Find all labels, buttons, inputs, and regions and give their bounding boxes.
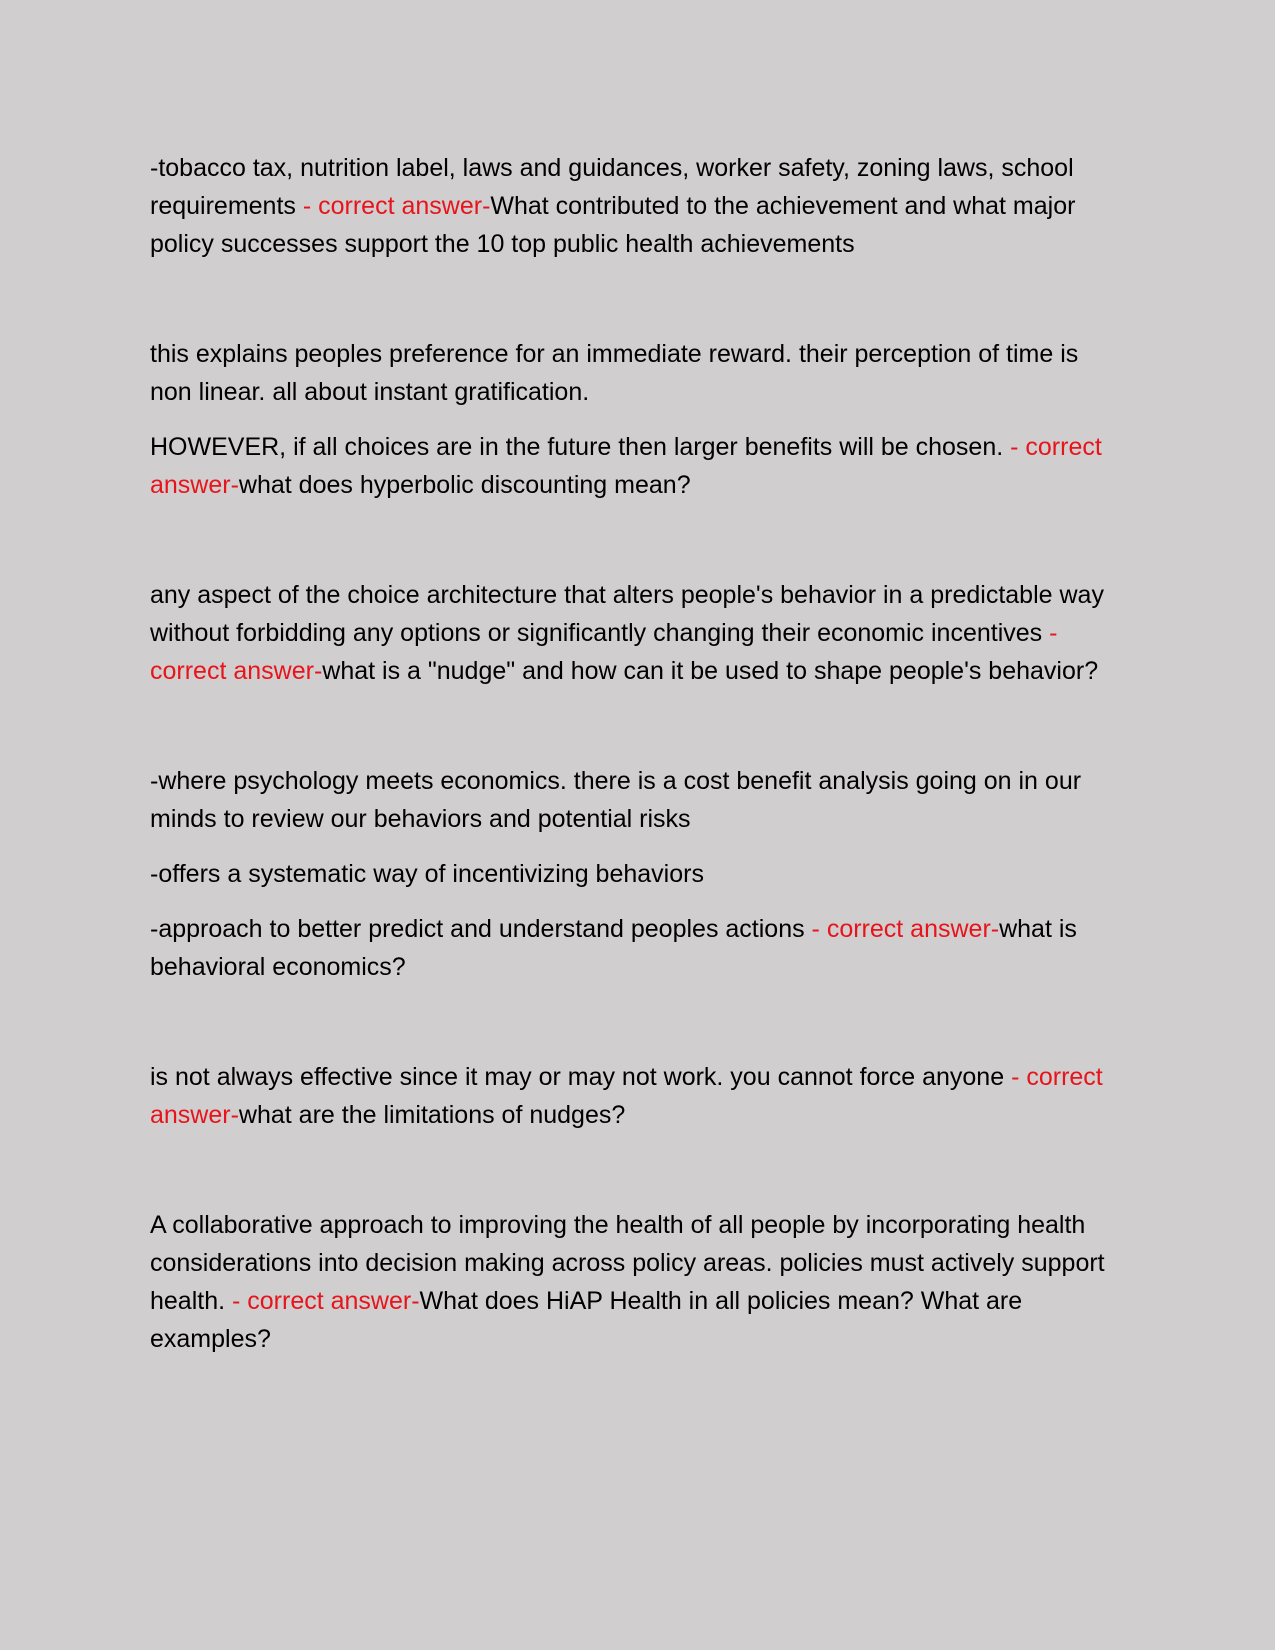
qa-entry xyxy=(150,335,1125,504)
answer-text: is not always effective since it may or may not work. you cannot force anyone xyxy=(150,1063,1005,1091)
answer-paragraph xyxy=(150,855,1125,893)
answer-paragraph xyxy=(150,335,1125,411)
answer-text: -tobacco tax, nutrition label, laws and guidances, worker safety, zoning laws, school requirements xyxy=(150,154,1074,220)
correct-answer-marker: - correct answer- xyxy=(295,192,491,220)
question-text: what is a "nudge" and how can it be used to shape people's behavior? xyxy=(322,657,1099,685)
answer-text: any aspect of the choice architecture that alters people's behavior in a predictable way without forbidding any options or significantly changing their economic incentives xyxy=(150,581,1104,647)
answer-text: -offers a systematic way of incentivizing behaviors xyxy=(150,860,704,888)
correct-answer-marker: - correct answer- xyxy=(150,1063,1103,1129)
correct-answer-marker: - correct answer- xyxy=(225,1287,420,1315)
answer-text: HOWEVER, if all choices are in the future then larger benefits will be chosen. xyxy=(150,433,1004,461)
question-text: what are the limitations of nudges? xyxy=(238,1101,626,1129)
answer-paragraph xyxy=(150,762,1125,838)
answer-text: -where psychology meets economics. there is a cost benefit analysis going on in our minds to review our behaviors and potential risks xyxy=(150,767,1082,833)
correct-answer-marker: - correct answer- xyxy=(150,619,1058,685)
qa-entry xyxy=(150,576,1125,690)
answer-paragraph xyxy=(150,1206,1125,1358)
answer-paragraph xyxy=(150,576,1125,690)
answer-paragraph xyxy=(150,149,1125,263)
answer-paragraph xyxy=(150,1058,1125,1134)
answer-text: -approach to better predict and understand peoples actions xyxy=(150,915,805,943)
qa-entry xyxy=(150,1058,1125,1134)
question-text: what does hyperbolic discounting mean? xyxy=(238,471,691,499)
answer-paragraph xyxy=(150,428,1125,504)
qa-entry xyxy=(150,149,1125,263)
answer-paragraph xyxy=(150,910,1125,986)
question-text: what is behavioral economics? xyxy=(150,915,1077,981)
qa-entry xyxy=(150,762,1125,986)
correct-answer-marker: - correct answer- xyxy=(804,915,1000,943)
question-text: What contributed to the achievement and what major policy successes support the 10 top public health achievements xyxy=(150,192,1076,258)
question-text: What does HiAP Health in all policies mean? What are examples? xyxy=(150,1287,1023,1353)
answer-text: A collaborative approach to improving the health of all people by incorporating health considerations into decision making across policy areas. policies must actively support health. xyxy=(150,1211,1105,1315)
qa-entry xyxy=(150,1206,1125,1358)
correct-answer-marker: - correct answer- xyxy=(150,433,1102,499)
answer-text: this explains peoples preference for an immediate reward. their perception of time is non linear. all about instant gratification. xyxy=(150,340,1079,406)
